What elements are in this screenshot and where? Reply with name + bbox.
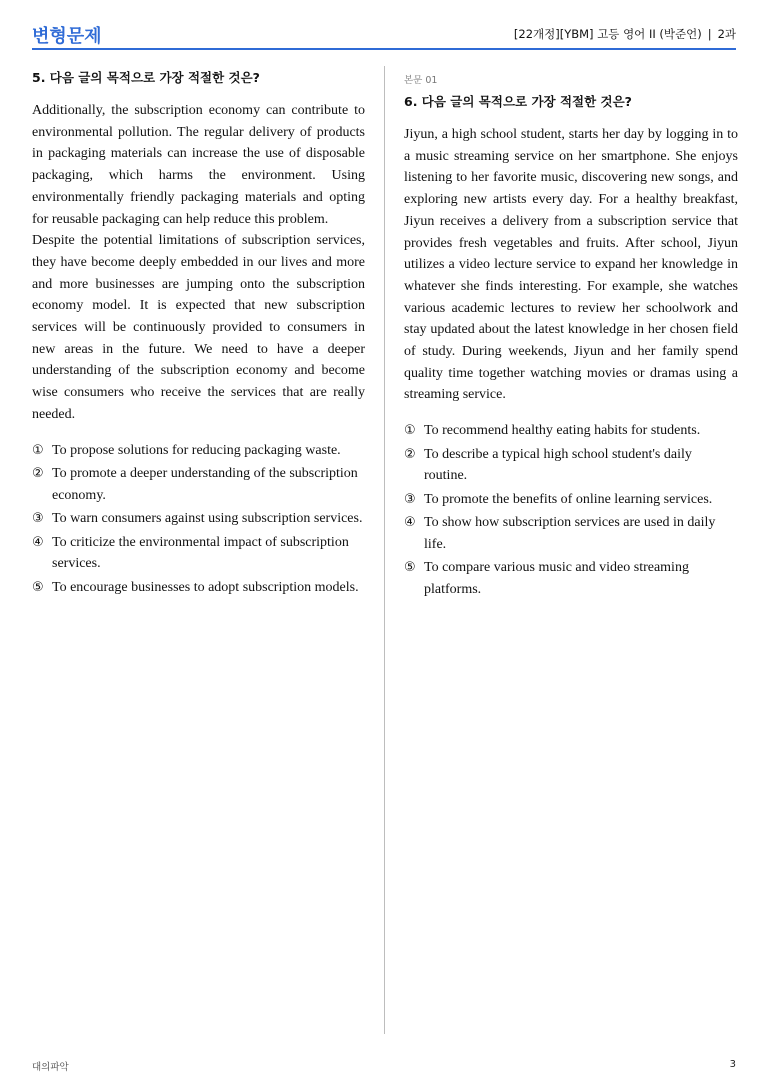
answer-option[interactable] [32,532,365,575]
option-text: To recommend healthy eating habits for students. [424,423,701,439]
passage [404,124,738,406]
option-text: To propose solutions for reducing packaging waste. [52,442,341,458]
page-number: 3 [729,1059,736,1070]
footer-category: 대의파악 [32,1062,69,1073]
answer-option[interactable] [32,577,365,599]
question-title: 6. 다음 글의 목적으로 가장 적절한 것은? [404,94,632,109]
answer-option[interactable] [404,444,738,487]
option-text: To promote a deeper understanding of the subscription economy. [52,466,358,503]
lesson-label: 2과 [717,27,736,41]
option-number: ② [32,466,44,482]
answer-option[interactable] [404,557,738,600]
option-text: To describe a typical high school student's daily routine. [424,446,692,484]
answer-options [32,440,365,599]
option-text: To criticize the environmental impact of subscription services. [52,534,349,572]
course-title: [22개정][YBM] 고등 영어 II (박준언) [513,27,702,41]
answer-option[interactable] [404,420,738,442]
option-number: ⑤ [32,579,44,595]
passage [32,100,365,426]
passage-paragraph: Additionally, the subscription economy can contribute to environmental pollution. The regular delivery of products in packaging materials can increase the use of disposable packaging, which harms the environment. Using environmentally friendly packaging materials and opting for reusable packaging can help reduce this problem. [32,103,365,227]
option-text: To promote the benefits of online learning services. [424,491,713,507]
option-number: ④ [404,515,416,531]
header-separator: | [707,27,712,41]
column-divider [384,66,385,1034]
passage-paragraph: Jiyun, a high school student, starts her day by logging in to a music streaming service on her smartphone. She enjoys listening to her favorite music, discovering new songs, and exploring new artists every day. For a healthy breakfast, Jiyun receives a delivery from a subscription service that provides fresh vegetables and fruits. After school, Jiyun utilizes a video lecture service to expand her knowledge in whatever she finds interesting. For example, she watches various academic lectures to review her schoolwork and stay updated about the latest knowledge in her chosen field of study. During weekends, Jiyun and her family spend quality time together watching movies or dramas using a streaming service. [404,127,738,403]
answer-option[interactable] [32,440,365,462]
answer-option[interactable] [32,463,365,506]
answer-options [404,420,738,600]
option-text: To compare various music and video streaming platforms. [424,560,689,597]
question-5 [32,68,365,600]
option-number: ① [32,442,44,458]
passage-paragraph: Despite the potential limitations of subscription services, they have become deeply embedded in our lives and more and more businesses are jumping onto the subscription economy model. It is expected that new subscription services will be continuously provided to consumers in new areas in the future. We need to have a deeper understanding of the subscription economy and become wise consumers who receive the services that are really needed. [32,233,365,422]
option-number: ④ [32,534,44,550]
option-number: ③ [32,511,44,527]
option-number: ③ [404,491,416,507]
answer-option[interactable] [404,489,738,511]
source-tag: 본문 01 [404,75,438,86]
brand-title: 변형문제 [32,26,102,47]
answer-option[interactable] [404,512,738,555]
course-info [514,26,736,42]
option-number: ① [404,423,416,439]
question-title: 5. 다음 글의 목적으로 가장 적절한 것은? [32,70,260,85]
option-text: To show how subscription services are used in daily life. [424,515,716,552]
option-text: To encourage businesses to adopt subscription models. [52,579,359,595]
option-number: ② [404,446,416,462]
option-number: ⑤ [404,560,416,576]
option-text: To warn consumers against using subscription services. [52,511,363,527]
question-6 [404,72,738,602]
answer-option[interactable] [32,508,365,530]
page-header [32,18,736,50]
